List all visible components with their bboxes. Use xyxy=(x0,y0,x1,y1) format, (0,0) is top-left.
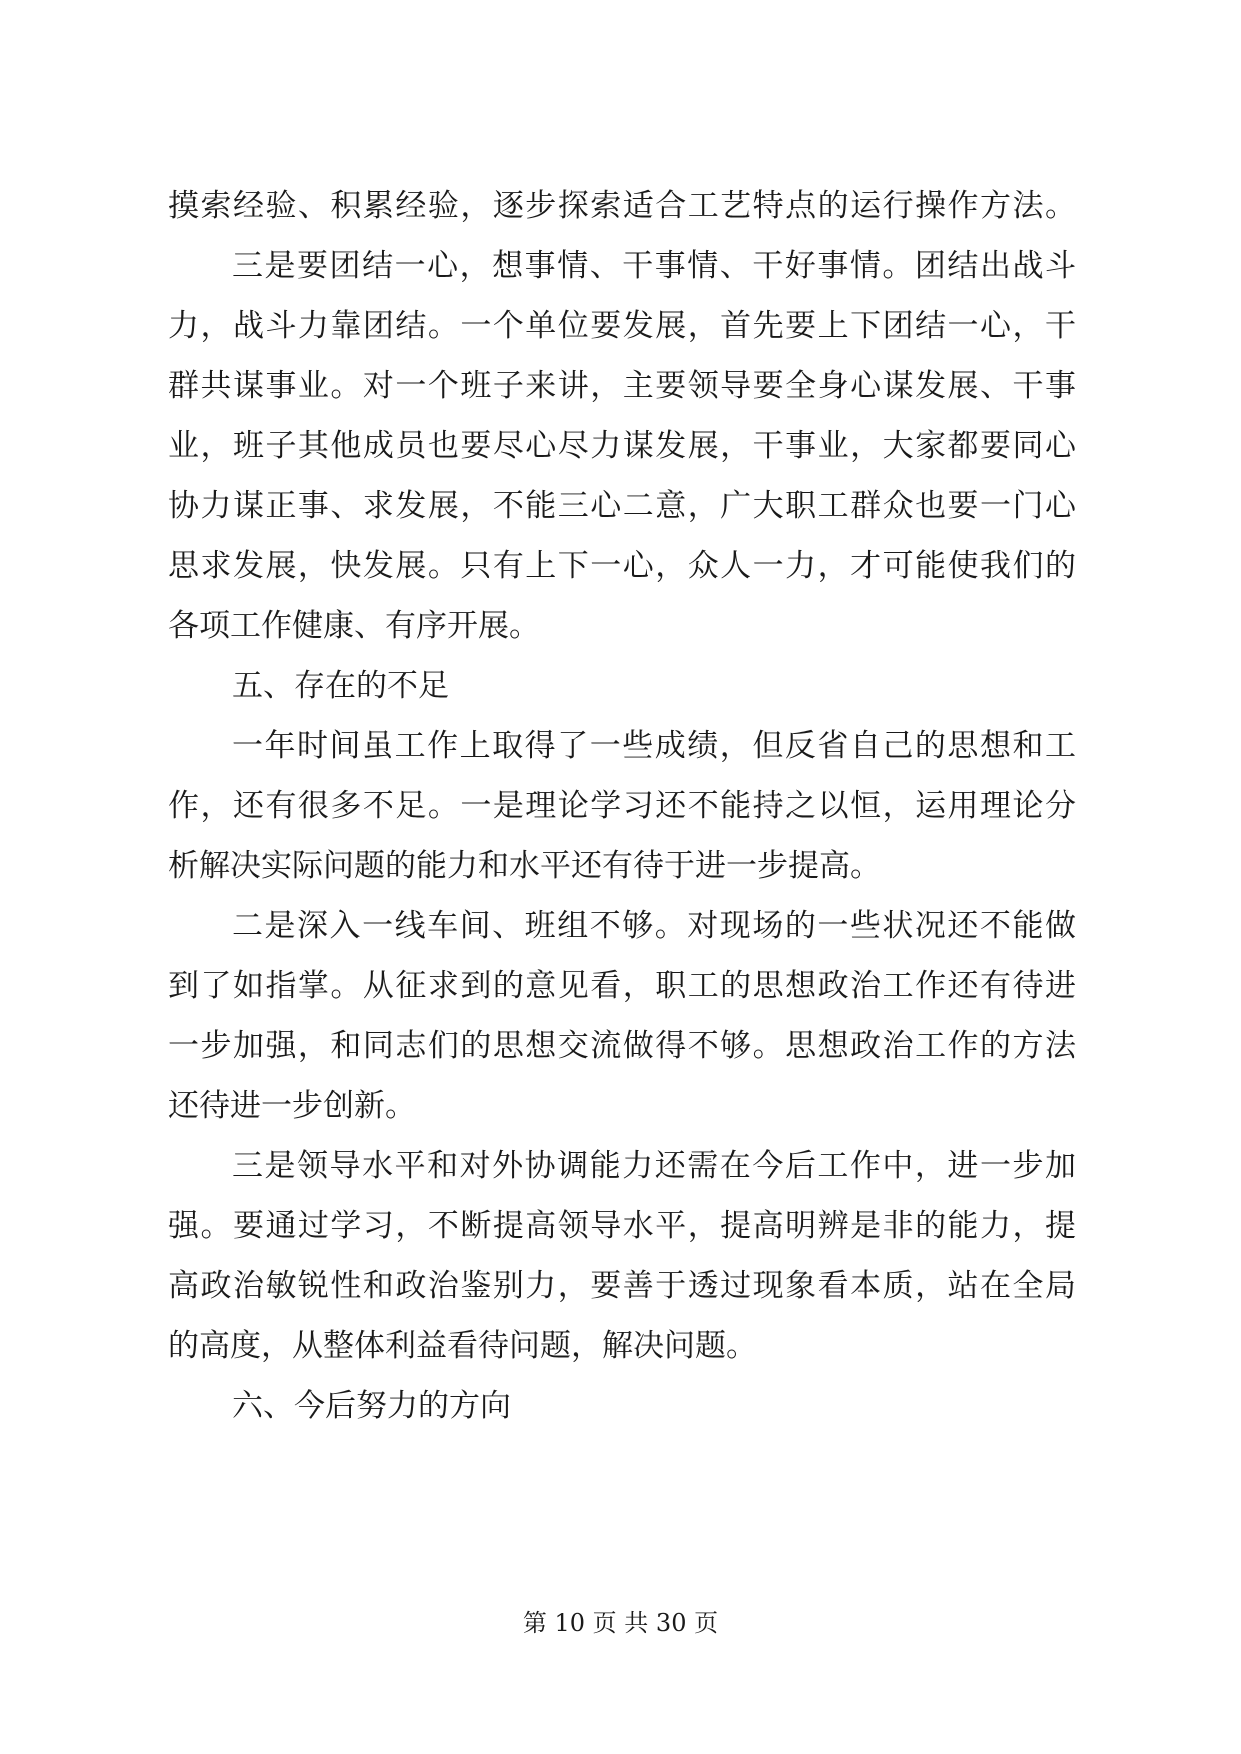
body-line: 协力谋正事、求发展，不能三心二意，广大职工群众也要一门心 xyxy=(168,488,1076,524)
body-line: 摸索经验、积累经验，逐步探索适合工艺特点的运行操作方法。 xyxy=(168,188,1076,224)
body-line: 各项工作健康、有序开展。 xyxy=(168,608,540,644)
body-line: 作，还有很多不足。一是理论学习还不能持之以恒，运用理论分 xyxy=(168,788,1076,824)
body-line: 还待进一步创新。 xyxy=(168,1088,416,1124)
section-heading: 五、存在的不足 xyxy=(232,668,449,704)
body-line: 强。要通过学习，不断提高领导水平，提高明辨是非的能力，提 xyxy=(168,1208,1076,1244)
body-line: 力，战斗力靠团结。一个单位要发展，首先要上下团结一心，干 xyxy=(168,308,1076,344)
body-line: 群共谋事业。对一个班子来讲，主要领导要全身心谋发展、干事 xyxy=(168,368,1076,404)
body-line: 业，班子其他成员也要尽心尽力谋发展，干事业，大家都要同心 xyxy=(168,428,1076,464)
body-line: 思求发展，快发展。只有上下一心，众人一力，才可能使我们的 xyxy=(168,548,1076,584)
paragraph-first-line: 二是深入一线车间、班组不够。对现场的一些状况还不能做 xyxy=(232,908,1076,944)
paragraph-first-line: 三是要团结一心，想事情、干事情、干好事情。团结出战斗 xyxy=(232,248,1076,284)
body-line: 高政治敏锐性和政治鉴别力，要善于透过现象看本质，站在全局 xyxy=(168,1268,1076,1304)
paragraph-first-line: 三是领导水平和对外协调能力还需在今后工作中，进一步加 xyxy=(232,1148,1076,1184)
paragraph-first-line: 一年时间虽工作上取得了一些成绩，但反省自己的思想和工 xyxy=(232,728,1076,764)
body-line: 析解决实际问题的能力和水平还有待于进一步提高。 xyxy=(168,848,881,884)
body-line: 到了如指掌。从征求到的意见看，职工的思想政治工作还有待进 xyxy=(168,968,1076,1004)
body-line: 的高度，从整体利益看待问题，解决问题。 xyxy=(168,1328,757,1364)
page-footer: 第 10 页 共 30 页 xyxy=(522,1609,719,1637)
section-heading: 六、今后努力的方向 xyxy=(232,1388,511,1424)
body-line: 一步加强，和同志们的思想交流做得不够。思想政治工作的方法 xyxy=(168,1028,1076,1064)
